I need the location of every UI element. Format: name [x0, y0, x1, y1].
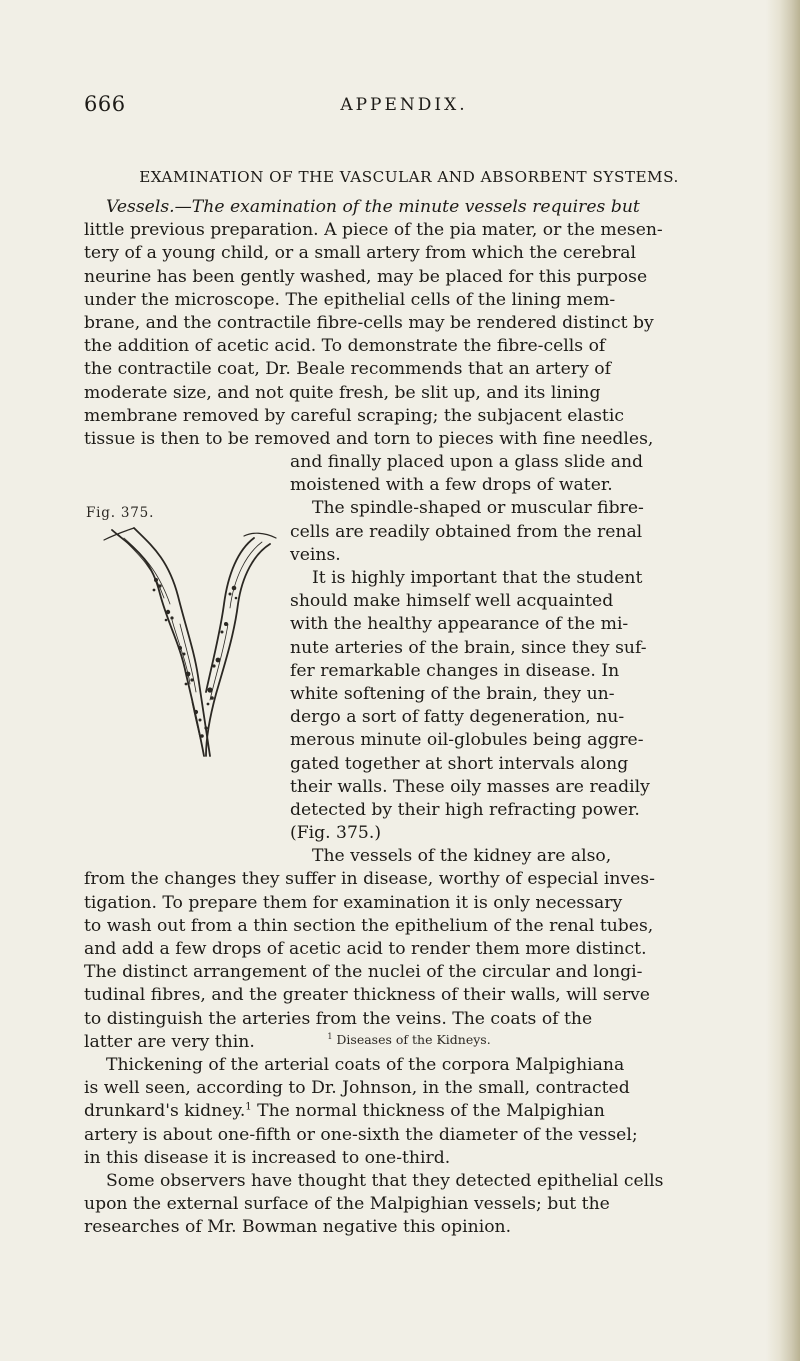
- text-line: latter are very thin.: [84, 1031, 255, 1052]
- text-line: The distinct arrangement of the nuclei of the circular and longi-: [84, 962, 643, 983]
- text-line: gated together at short intervals along: [290, 753, 629, 774]
- text-line: neurine has been gently washed, may be placed for this purpose: [84, 266, 648, 287]
- text-line: from the changes they suffer in disease, worthy of especial inves-: [84, 869, 655, 890]
- text-line: nute arteries of the brain, since they suf-: [290, 637, 647, 658]
- text-line: detected by their high refracting power.: [290, 799, 640, 820]
- text-line: Some observers have thought that they detected epithelial cells: [106, 1170, 664, 1191]
- text-line: with the healthy appearance of the mi-: [290, 614, 629, 635]
- text-line: white softening of the brain, they un-: [290, 683, 615, 704]
- text-line: The vessels of the kidney are also,: [312, 846, 612, 867]
- text-line: fer remarkable changes in disease. In: [290, 660, 620, 681]
- text-line: merous minute oil-globules being aggre-: [290, 730, 644, 751]
- text-line: tudinal fibres, and the greater thickness of their walls, will serve: [84, 985, 650, 1006]
- section-title: EXAMINATION OF THE VASCULAR AND ABSORBENT SYSTEMS.: [139, 168, 679, 186]
- page-edge-shadow: [766, 0, 800, 1361]
- text-line: tissue is then to be removed and torn to pieces with fine needles,: [84, 428, 654, 449]
- text-line: the contractile coat, Dr. Beale recommends that an artery of: [84, 359, 611, 380]
- minute-artery-illustration: [94, 524, 284, 764]
- text-line: It is highly important that the student: [312, 568, 643, 588]
- text-line: to distinguish the arteries from the veins. The coats of the: [84, 1008, 593, 1029]
- text-line: moderate size, and not quite fresh, be slit up, and its lining: [84, 382, 601, 403]
- text-line: and add a few drops of acetic acid to render them more distinct.: [84, 939, 647, 959]
- text-line: (Fig. 375.): [290, 823, 382, 844]
- text-line: moistened with a few drops of water.: [290, 475, 613, 496]
- text-line: should make himself well acquainted: [290, 591, 614, 612]
- text-line: is well seen, according to Dr. Johnson, in the small, contracted: [84, 1078, 630, 1099]
- text-line: little previous preparation. A piece of the pia mater, or the mesen-: [84, 220, 663, 241]
- text-line: Vessels.—The examination of the minute vessels requires but: [106, 197, 640, 217]
- text-line: tery of a young child, or a small artery from which the cerebral: [84, 243, 637, 264]
- text-line: The spindle-shaped or muscular fibre-: [312, 498, 644, 519]
- page-number: 666: [84, 92, 126, 116]
- text-line: the addition of acetic acid. To demonstrate the fibre-cells of: [84, 336, 606, 357]
- text-line: Thickening of the arterial coats of the corpora Malpighiana: [106, 1054, 625, 1075]
- page-header: [84, 92, 724, 118]
- text-line: and finally placed upon a glass slide and: [290, 452, 644, 473]
- text-line: veins.: [290, 544, 341, 565]
- text-line: artery is about one-fifth or one-sixth the diameter of the vessel;: [84, 1124, 638, 1145]
- text-line: membrane removed by careful scraping; the subjacent elastic: [84, 405, 624, 426]
- text-line: tigation. To prepare them for examination it is only necessary: [84, 892, 623, 913]
- text-line: their walls. These oily masses are readily: [290, 776, 650, 797]
- footnote-ref: 1: [245, 1101, 252, 1113]
- text-line: under the microscope. The epithelial cells of the lining mem-: [84, 289, 616, 310]
- text-line: to wash out from a thin section the epithelium of the renal tubes,: [84, 915, 654, 936]
- figure-caption: Fig. 375.: [86, 505, 155, 521]
- footnote: [84, 1032, 734, 1047]
- text-line: in this disease it is increased to one-third.: [84, 1147, 451, 1168]
- running-head: APPENDIX.: [340, 95, 468, 115]
- text-line: researches of Mr. Bowman negative this opinion.: [84, 1217, 512, 1238]
- text-line: brane, and the contractile fibre-cells may be rendered distinct by: [84, 312, 654, 333]
- text-line: upon the external surface of the Malpighian vessels; but the: [84, 1194, 610, 1215]
- text-line: drunkard's kidney.$^1$ The normal thickness of the Malpighian: [84, 1101, 605, 1122]
- text-line: dergo a sort of fatty degeneration, nu-: [290, 707, 625, 728]
- footnote-text: Diseases of the Kidneys.: [336, 1032, 491, 1047]
- text-line: cells are readily obtained from the renal: [290, 521, 643, 542]
- footnote-marker: 1: [327, 1031, 333, 1041]
